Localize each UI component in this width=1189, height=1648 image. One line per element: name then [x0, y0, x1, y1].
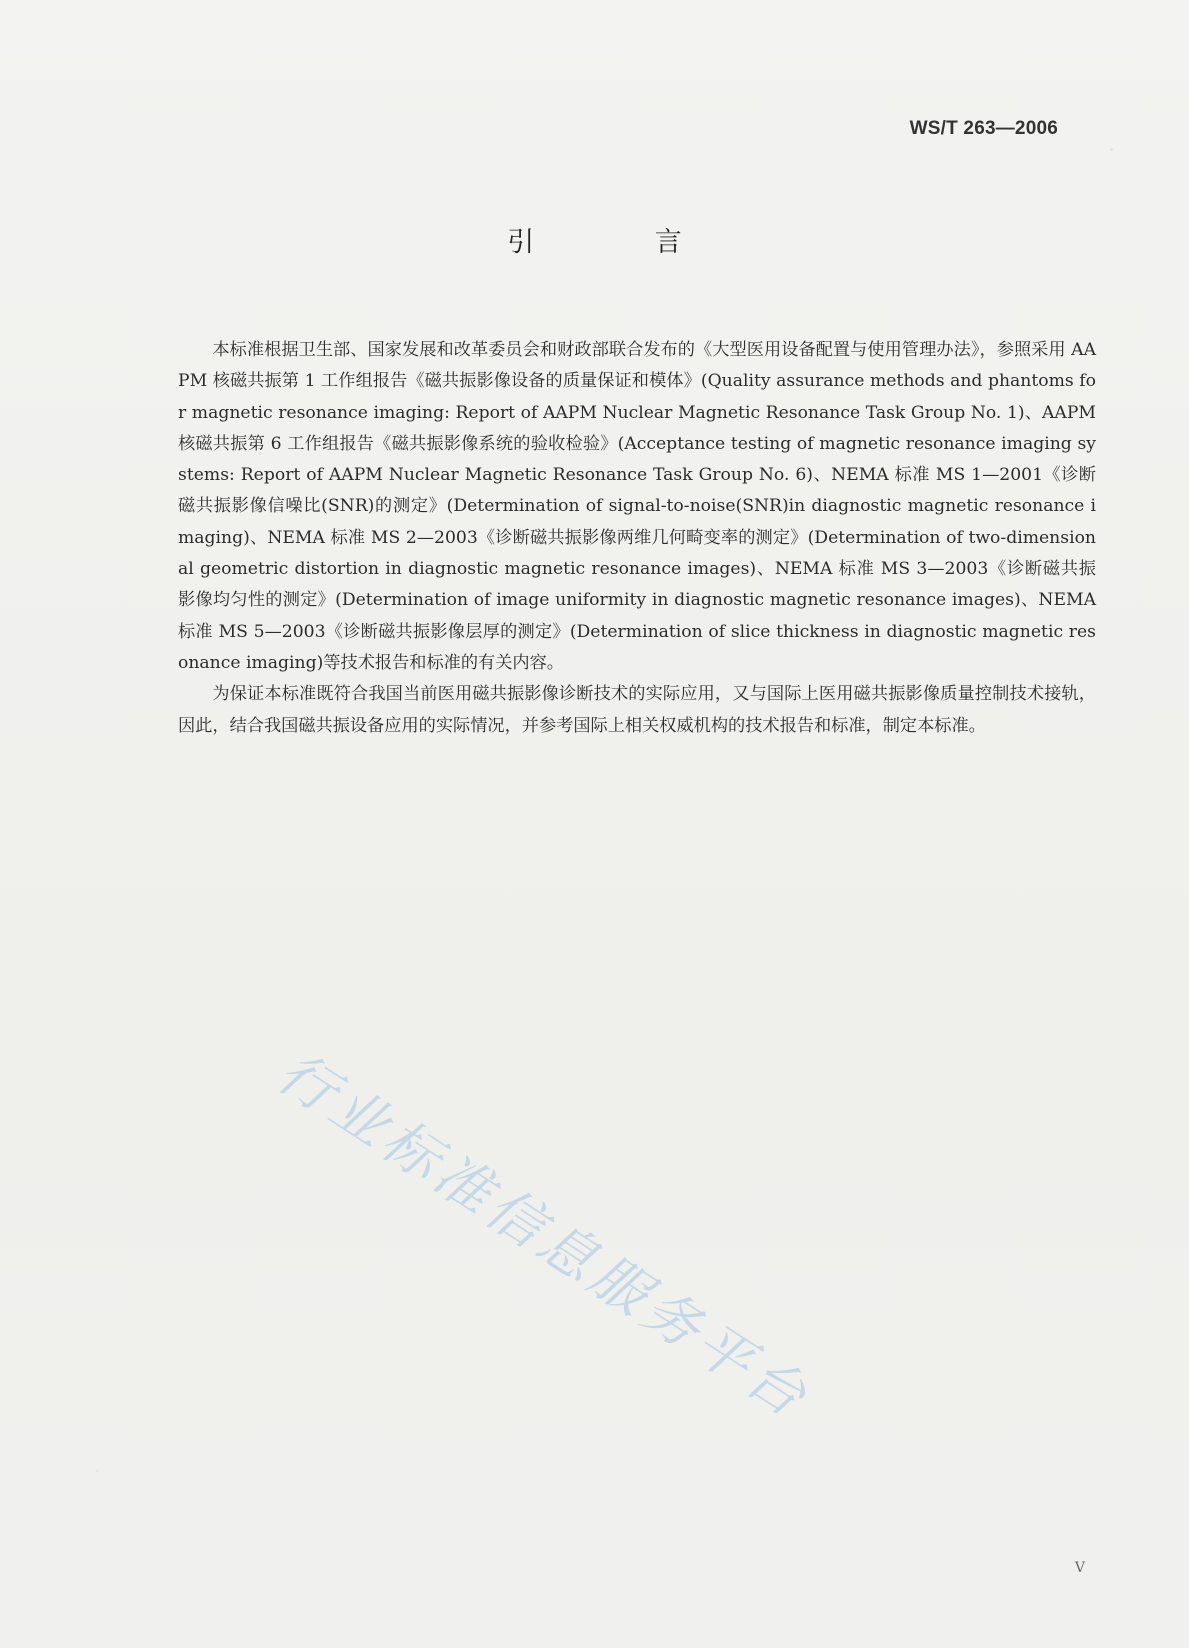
standard-code: WS/T 263—2006: [909, 118, 1058, 139]
scan-speck: [96, 1470, 98, 1472]
watermark-text: 行业标准信息服务平台: [266, 1040, 822, 1433]
introduction-body: [178, 335, 1096, 742]
scan-speck: [1110, 148, 1113, 151]
page-number: V: [1074, 1560, 1085, 1576]
page-title: 引 言: [507, 227, 738, 258]
paragraph: 本标准根据卫生部、国家发展和改革委员会和财政部联合发布的《大型医用设备配置与使用管理办法》，参照采用 AAPM 核磁共振第 1 工作组报告《磁共振影像设备的质量保证和模体》(Quality assurance methods and phantoms for magnetic resonance imaging: Report of AAPM Nuclear Magnetic Resonance Task Group No. 1)、AAPM 核磁共振第 6 工作组报告《磁共振影像系统的验收检验》(Acceptance testing of magnetic resonance imaging systems: Report of AAPM Nuclear Magnetic Resonance Task Group No. 6)、NEMA 标准 MS 1—2001《诊断磁共振影像信噪比(SNR)的测定》(Determination of signal-to-noise(SNR)in diagnostic magnetic resonance imaging)、NEMA 标准 MS 2—2003《诊断磁共振影像两维几何畸变率的测定》(Determination of two-dimensional geometric distortion in diagnostic magnetic resonance images)、NEMA 标准 MS 3—2003《诊断磁共振影像均匀性的测定》(Determination of image uniformity in diagnostic magnetic resonance images)、NEMA 标准 MS 5—2003《诊断磁共振影像层厚的测定》(Determination of slice thickness in diagnostic magnetic resonance imaging)等技术报告和标准的有关内容。: [178, 340, 1096, 673]
paragraph: 为保证本标准既符合我国当前医用磁共振影像诊断技术的实际应用，又与国际上医用磁共振影像质量控制技术接轨，因此，结合我国磁共振设备应用的实际情况，并参考国际上相关权威机构的技术报告和标准，制定本标准。: [178, 684, 1096, 736]
